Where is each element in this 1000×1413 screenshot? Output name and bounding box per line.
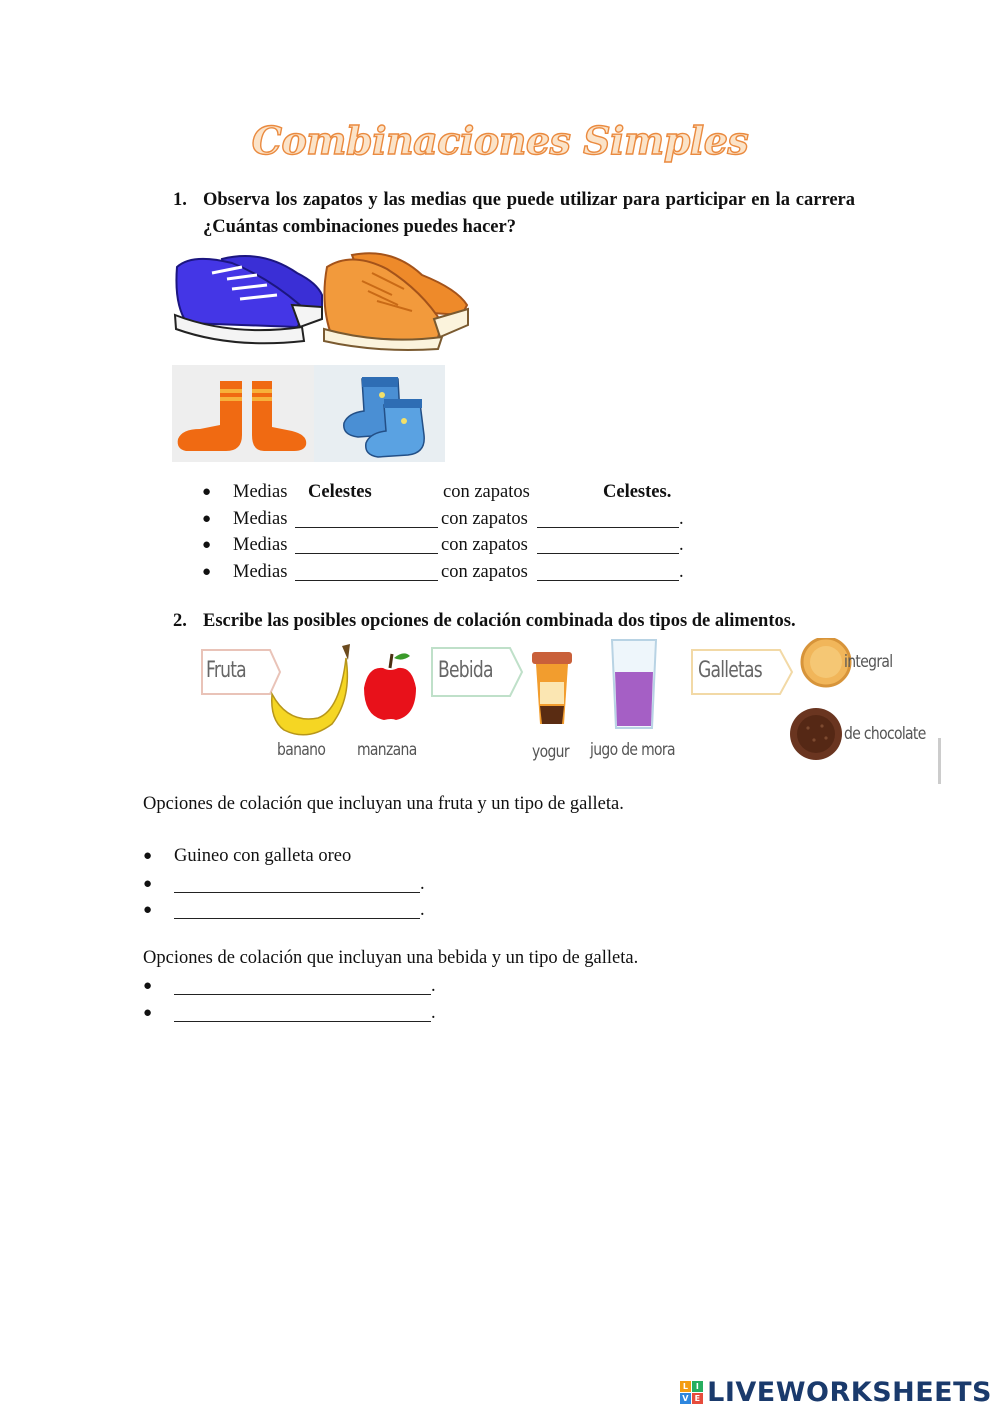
liveworksheets-logo [680, 1377, 992, 1408]
answer-blank[interactable] [174, 874, 420, 893]
list-item: ● . [143, 973, 543, 999]
yogur-label: yogur [532, 742, 569, 762]
section-heading-fruit: Opciones de colación que incluyan una fruta y un tipo de galleta. [143, 794, 624, 814]
orange-shoe-icon [324, 253, 468, 350]
answer-blank[interactable] [295, 509, 438, 528]
integral-cookie-icon [802, 638, 850, 686]
answer-blank[interactable] [537, 535, 679, 554]
juice-glass-icon [612, 640, 656, 728]
apple-icon [364, 653, 416, 720]
bullet-icon: ● [202, 564, 212, 580]
banana-icon [272, 644, 350, 735]
list-item: ● . [143, 897, 543, 923]
list-item: ● Medias Celestes con zapatos Celestes. [202, 479, 702, 505]
list-item: ● Medias con zapatos . [202, 559, 702, 585]
question-1 [173, 187, 857, 243]
question-text: Escribe las posibles opciones de colación combinada dos tipos de alimentos. [203, 611, 796, 631]
section-heading-drink: Opciones de colación que incluyan una bebida y un tipo de galleta. [143, 948, 639, 968]
answer-blank[interactable] [174, 976, 431, 995]
list-item: ● Guineo con galleta oreo [143, 843, 543, 869]
shoes-image [172, 245, 472, 353]
question-number: 2. [173, 611, 187, 631]
question-text: Observa los zapatos y las medias que puede utilizar para participar en la carrera ¿Cuántas combinaciones puedes hacer? [203, 190, 855, 237]
answer-blank[interactable] [295, 562, 438, 581]
blue-shoe-icon [175, 256, 322, 343]
bullet-icon: ● [143, 848, 153, 864]
list-item: ● . [143, 1000, 543, 1026]
bullet-icon: ● [143, 978, 153, 994]
page-title: Combinaciones Simples [251, 118, 749, 163]
list-item: ● Medias con zapatos . [202, 532, 702, 558]
jugo-label: jugo de mora [590, 740, 675, 760]
bullet-icon: ● [202, 484, 212, 500]
manzana-label: manzana [357, 740, 417, 760]
question-number: 1. [173, 190, 187, 210]
list-item: ● Medias con zapatos . [202, 506, 702, 532]
integral-label: integral [844, 652, 893, 672]
answer-blank[interactable] [295, 535, 438, 554]
brand-name: LIVEWORKSHEETS [707, 1377, 992, 1408]
question-2 [173, 608, 873, 636]
banano-label: banano [277, 740, 326, 760]
food-options-image [200, 638, 950, 788]
bullet-icon: ● [143, 902, 153, 918]
galletas-tag: Galletas [698, 658, 762, 683]
yogurt-icon [532, 652, 572, 724]
answer-blank[interactable] [537, 562, 679, 581]
bullet-icon: ● [202, 511, 212, 527]
chocolate-label: de chocolate [844, 724, 926, 744]
answer-blank[interactable] [537, 509, 679, 528]
socks-image [172, 365, 445, 462]
chocolate-cookie-icon [790, 708, 842, 760]
brand-mark-icon: L I V E [680, 1381, 703, 1404]
bullet-icon: ● [143, 876, 153, 892]
food-graphics [200, 638, 950, 788]
answer-blank[interactable] [174, 1003, 431, 1022]
list-item: ● . [143, 871, 543, 897]
bebida-tag: Bebida [438, 658, 493, 683]
bullet-icon: ● [143, 1005, 153, 1021]
bullet-icon: ● [202, 537, 212, 553]
answer-blank[interactable] [174, 900, 420, 919]
fruta-tag: Fruta [206, 658, 246, 683]
